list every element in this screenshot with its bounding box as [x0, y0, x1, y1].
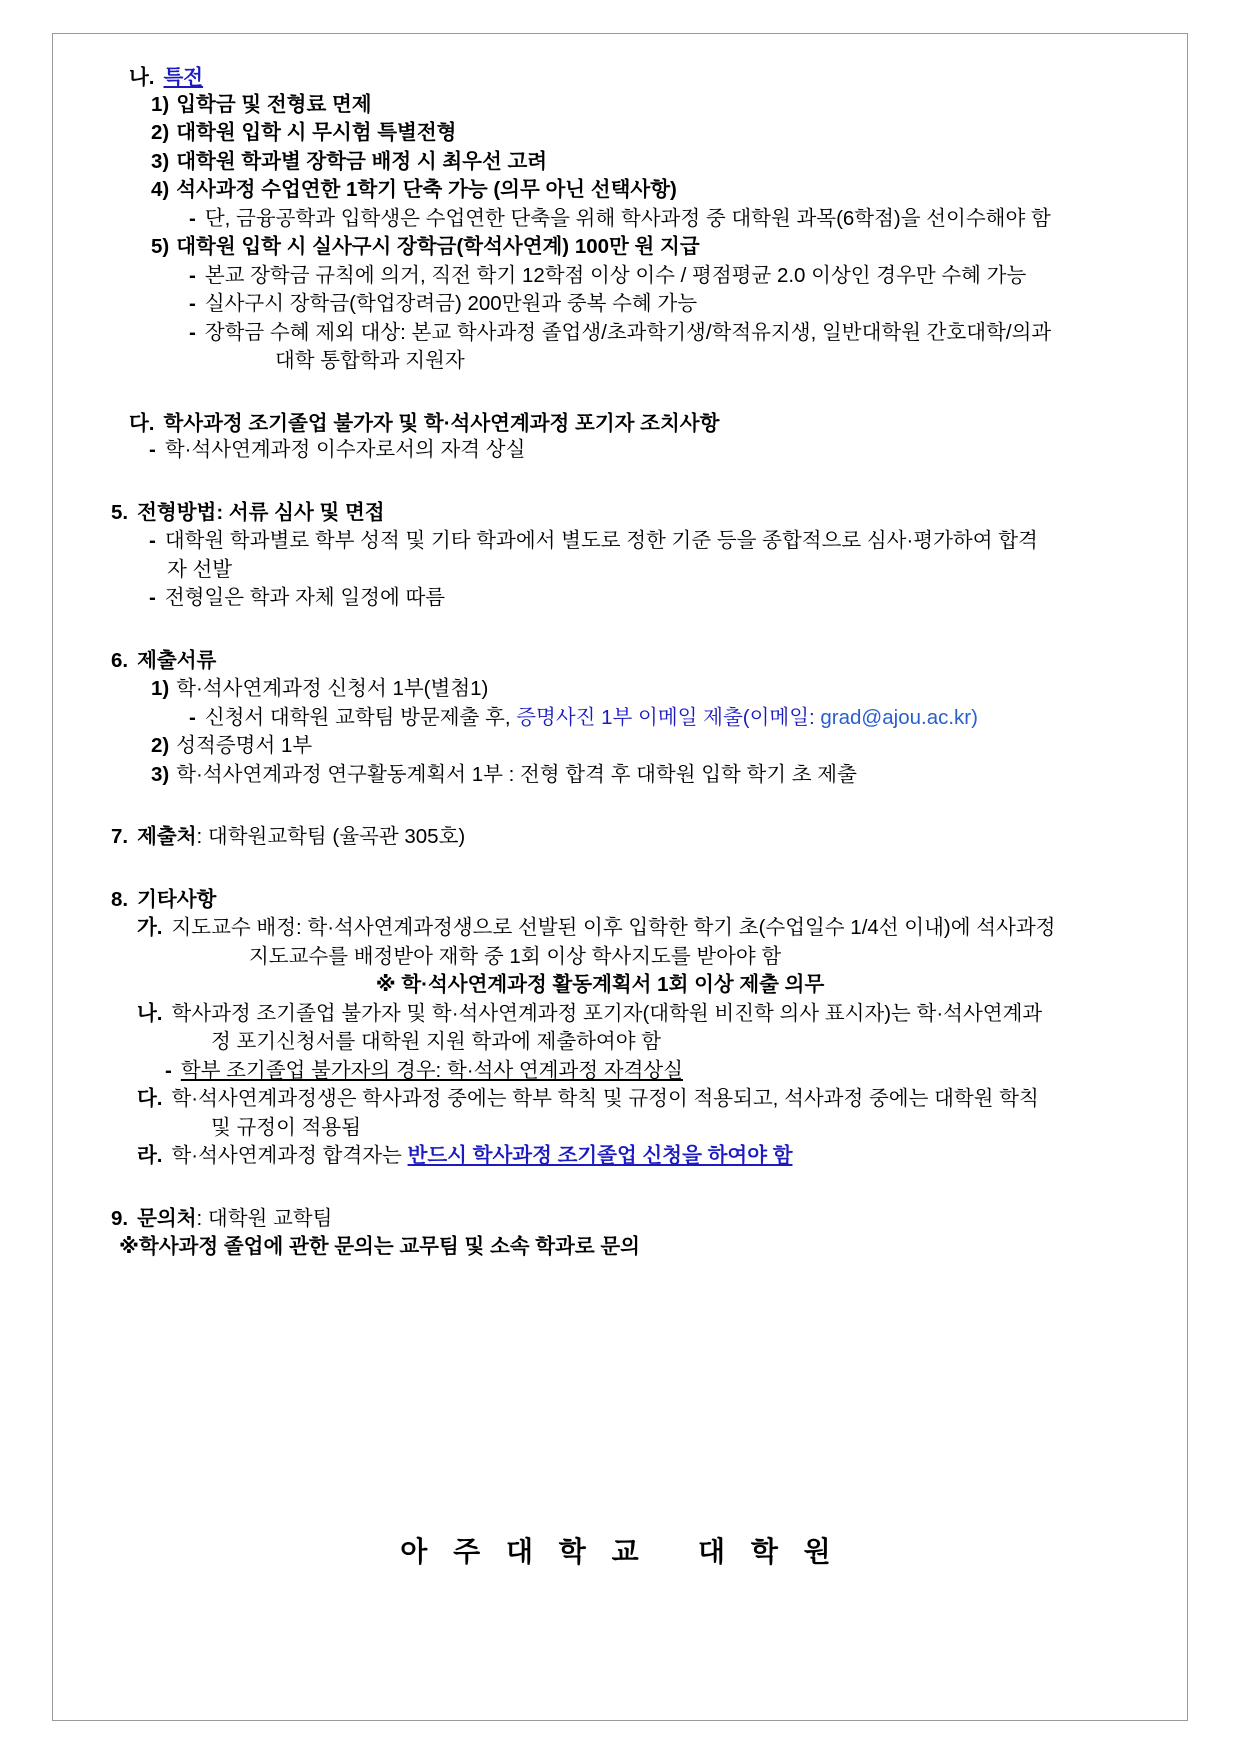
- section-8-title: 기타사항: [137, 887, 217, 911]
- section-5-marker: 5.: [111, 500, 129, 524]
- section-b-item-5-marker: 5): [151, 235, 170, 258]
- section-7-marker: 7.: [111, 825, 129, 848]
- section-b-item-1-marker: 1): [151, 92, 170, 116]
- list-item: [137, 918, 1141, 939]
- section-5-heading: [111, 500, 1141, 524]
- section-b-title: 특전: [163, 66, 204, 89]
- section-8-b-marker: 나.: [137, 1001, 163, 1025]
- section-5-item-1-cont: 자 선발: [167, 557, 233, 581]
- section-8-d-marker: 라.: [137, 1144, 163, 1167]
- section-8-c-cont: 및 규정이 적용됨: [211, 1115, 362, 1139]
- spacer: [99, 856, 1141, 890]
- section-9-title: 문의처: [137, 1206, 197, 1230]
- list-item-sub: [189, 705, 1141, 729]
- section-b-item-5-sub-2: 실사구시 장학금(학업장려금) 200만원과 중복 수혜 가능: [204, 292, 698, 315]
- list-item: [137, 1146, 1141, 1167]
- dash-marker: -: [165, 1058, 172, 1082]
- spacer: [99, 617, 1141, 651]
- dash-marker: -: [189, 705, 196, 729]
- list-item-sub: [189, 263, 1141, 287]
- section-8-a-text: 지도교수 배정: 학·석사연계과정생으로 선발된 이후 입학한 학기 초(수업일수 1/4선 이내)에 석사과정: [171, 916, 1056, 939]
- section-b-item-2-text: 대학원 입학 시 무시험 특별전형: [176, 121, 457, 144]
- document-footer: 아 주 대 학 교 대 학 원: [400, 1536, 840, 1567]
- list-item: [151, 123, 1141, 144]
- section-5-item-2: 전형일은 학과 자체 일정에 따름: [164, 586, 446, 609]
- list-item-sub: [165, 1058, 1141, 1082]
- list-item: [151, 237, 1141, 258]
- section-9-heading: [111, 1206, 1141, 1230]
- section-b-heading: [129, 68, 1141, 89]
- section-9-marker: 9.: [111, 1206, 129, 1230]
- section-8-d-prefix: 학·석사연계과정 합격자는: [171, 1144, 408, 1167]
- section-8-a-cont: 지도교수를 배정받아 재학 중 1회 이상 학사지도를 받아야 함: [249, 944, 782, 968]
- document-body: [53, 34, 1187, 1258]
- section-b-item-4-text: 석사과정 수업연한 1학기 단축 가능 (의무 아닌 선택사항): [176, 178, 677, 201]
- dash-marker: -: [149, 586, 156, 609]
- dash-marker: -: [189, 263, 196, 287]
- section-8-b-text: 학사과정 조기졸업 불가자 및 학·석사연계과정 포기자(대학원 비진학 의사 표시자)는 학·석사연계과: [171, 1001, 1043, 1025]
- dash-marker: -: [189, 320, 196, 344]
- spacer: [99, 793, 1141, 827]
- section-5-item-1: 대학원 학과별로 학부 성적 및 기타 학과에서 별도로 정한 기준 등을 종합적으로 심사·평가하여 합격: [164, 529, 1038, 552]
- dash-marker: -: [149, 438, 156, 461]
- list-item: [137, 1001, 1141, 1025]
- section-b-item-5-sub-3-cont: 대학 통합학과 지원자: [275, 349, 465, 372]
- dash-marker: -: [189, 206, 196, 230]
- list-item-sub: [189, 320, 1141, 344]
- section-9-rest: : 대학원 교학팀: [196, 1206, 333, 1230]
- list-item: [151, 92, 1141, 116]
- section-c-title: 학사과정 조기졸업 불가자 및 학·석사연계과정 포기자 조치사항: [163, 411, 720, 435]
- section-9-note: ※학사과정 졸업에 관한 문의는 교무팀 및 소속 학과로 문의: [119, 1235, 640, 1258]
- section-6-item-1-marker: 1): [151, 677, 170, 700]
- submit-note-prefix: 신청서 대학원 교학팀 방문제출 후,: [204, 705, 517, 729]
- list-item-sub: [149, 440, 1141, 461]
- section-6-item-2-text: 성적증명서 1부: [176, 734, 313, 757]
- list-item: [151, 149, 1141, 173]
- list-item-sub: [149, 588, 1141, 609]
- section-8-c-marker: 다.: [137, 1087, 163, 1110]
- section-6-item-3-marker: 3): [151, 762, 170, 786]
- list-item: [151, 679, 1141, 700]
- email-address: grad@ajou.ac.kr): [820, 705, 978, 729]
- section-b-marker: 나.: [129, 66, 155, 89]
- submit-note-highlight: 증명사진 1부 이메일 제출(이메일:: [516, 705, 821, 729]
- dash-marker: -: [149, 529, 156, 552]
- section-c-heading: [129, 411, 1141, 435]
- list-item-sub: [149, 531, 1141, 552]
- section-b-item-5-sub-3: 장학금 수혜 제외 대상: 본교 학사과정 졸업생/초과학기생/학적유지생, 일반대학원 간호대학/의과: [204, 320, 1052, 344]
- list-item: [151, 736, 1141, 757]
- spacer: [99, 469, 1141, 503]
- section-b-item-5-text: 대학원 입학 시 실사구시 장학금(학석사연계) 100만 원 지급: [176, 235, 700, 258]
- list-item: [137, 1089, 1141, 1110]
- section-7-heading: [111, 827, 1141, 848]
- document-page: [52, 33, 1188, 1721]
- list-item: [151, 762, 1141, 786]
- section-8-c-text: 학·석사연계과정생은 학사과정 중에는 학부 학칙 및 규정이 적용되고, 석사과정 중에는 대학원 학칙: [171, 1087, 1039, 1110]
- section-7-rest: : 대학원교학팀 (율곡관 305호): [196, 825, 466, 848]
- section-6-item-1-sub: [204, 705, 1141, 729]
- section-7-title: 제출처: [137, 825, 197, 848]
- list-item: [151, 180, 1141, 201]
- section-6-item-2-marker: 2): [151, 734, 170, 757]
- section-6-heading: [111, 648, 1141, 672]
- section-6-item-3-text: 학·석사연계과정 연구활동계획서 1부 : 전형 합격 후 대학원 입학 학기 초 제출: [176, 762, 857, 786]
- section-b-item-3-text: 대학원 학과별 장학금 배정 시 최우선 고려: [176, 149, 548, 173]
- section-b-item-3-marker: 3): [151, 149, 170, 173]
- section-b-item-1-text: 입학금 및 전형료 면제: [176, 92, 372, 116]
- section-8-a-note: ※ 학·석사연계과정 활동계획서 1회 이상 제출 의무: [375, 973, 825, 996]
- list-item-sub: [189, 294, 1141, 315]
- section-7-line: [137, 827, 1141, 848]
- section-6-item-1-text: 학·석사연계과정 신청서 1부(별첨1): [176, 677, 489, 700]
- dash-marker: -: [189, 292, 196, 315]
- spacer: [99, 380, 1141, 414]
- section-c-marker: 다.: [129, 411, 155, 435]
- section-c-sub: 학·석사연계과정 이수자로서의 자격 상실: [164, 438, 526, 461]
- section-8-d-text: [172, 1146, 1142, 1167]
- spacer: [99, 1175, 1141, 1209]
- section-5-title: 전형방법: 서류 심사 및 면접: [137, 500, 385, 524]
- section-9-line: [137, 1206, 1141, 1230]
- section-8-a-marker: 가.: [137, 916, 163, 939]
- section-8-b-sub: 학부 조기졸업 불가자의 경우: 학·석사 연계과정 자격상실: [180, 1058, 683, 1082]
- section-b-item-4-marker: 4): [151, 178, 170, 201]
- section-b-item-2-marker: 2): [151, 121, 170, 144]
- section-6-title: 제출서류: [137, 648, 217, 672]
- section-8-marker: 8.: [111, 887, 129, 911]
- section-b-item-4-sub: 단, 금융공학과 입학생은 수업연한 단축을 위해 학사과정 중 대학원 과목(6학점)을 선이수해야 함: [204, 206, 1051, 230]
- section-8-heading: [111, 887, 1141, 911]
- section-8-d-link: 반드시 학사과정 조기졸업 신청을 하여야 함: [407, 1144, 793, 1167]
- section-6-marker: 6.: [111, 648, 129, 672]
- list-item-sub: [189, 206, 1141, 230]
- section-8-b-cont: 정 포기신청서를 대학원 지원 학과에 제출하여야 함: [211, 1030, 662, 1053]
- section-b-item-5-sub-1: 본교 장학금 규칙에 의거, 직전 학기 12학점 이상 이수 / 평점평균 2.0 이상인 경우만 수혜 가능: [204, 263, 1027, 287]
